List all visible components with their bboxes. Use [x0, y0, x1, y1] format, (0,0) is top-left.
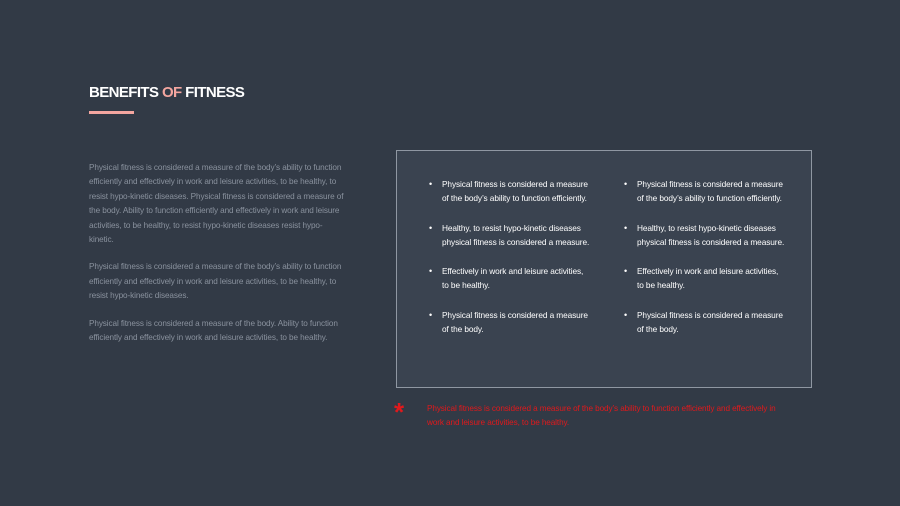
bullet-dot-icon: •	[429, 179, 433, 189]
bullet-dot-icon: •	[429, 309, 433, 320]
bullet-text: Physical fitness is considered a measure of the body.	[637, 309, 783, 335]
bullet-item	[624, 221, 787, 250]
bullet-item	[624, 177, 787, 206]
bullet-text: Physical fitness is considered a measure of the body’s ability to function efficiently.	[637, 179, 783, 204]
bullet-text: Physical fitness is considered a measure of the body.	[442, 309, 588, 335]
title-accent: OF	[161, 84, 182, 101]
title-part1: BENEFITS	[89, 84, 162, 101]
bullet-column-left	[429, 177, 592, 351]
bullet-text: Healthy, to resist hypo-kinetic diseases physical fitness is considered a measure.	[442, 222, 590, 247]
bullet-item	[624, 264, 787, 293]
bullet-item	[429, 264, 592, 293]
asterisk-icon: *	[394, 397, 405, 427]
footnote: Physical fitness is considered a measure of the body’s ability to function efficiently and effectively in work and leisure activities, to be healthy.	[427, 404, 776, 428]
left-text-block	[89, 161, 344, 358]
bullet-item	[429, 308, 592, 337]
bullet-text: Physical fitness is considered a measure of the body’s ability to function efficiently.	[442, 179, 588, 204]
paragraph: Physical fitness is considered a measure of the body. Ability to function efficiently and effectively in work and leisure activities, to be healthy.	[89, 318, 338, 343]
bullet-dot-icon: •	[624, 179, 628, 189]
bullet-item	[429, 177, 592, 206]
paragraph: Physical fitness is considered a measure of the body’s ability to function efficiently and effectively in work and leisure activities, to be healthy, to resist hypo-kinetic diseases. Physical fitness is considered a measure of the body. Ability to function efficiently and effectively in work and leisure activities, to be healthy, to resist hypo-kinetic diseases resist hypo-kinetic.	[89, 163, 344, 245]
bullet-dot-icon: •	[624, 309, 628, 320]
bullet-dot-icon: •	[429, 222, 433, 233]
title-underline	[89, 111, 134, 114]
bullet-box	[396, 150, 812, 388]
bullet-item	[624, 308, 787, 337]
bullet-text: Healthy, to resist hypo-kinetic diseases physical fitness is considered a measure.	[637, 222, 785, 247]
page-title	[89, 84, 244, 101]
bullet-text: Effectively in work and leisure activities, to be healthy.	[442, 266, 584, 291]
bullet-dot-icon: •	[624, 266, 628, 277]
paragraph: Physical fitness is considered a measure of the body’s ability to function efficiently and effectively in work and leisure activities, to be healthy, to resist hypo-kinetic diseases.	[89, 262, 342, 301]
bullet-item	[429, 221, 592, 250]
bullet-dot-icon: •	[429, 266, 433, 277]
bullet-text: Effectively in work and leisure activities, to be healthy.	[637, 266, 779, 291]
bullet-dot-icon: •	[624, 222, 628, 233]
bullet-column-right	[624, 177, 787, 351]
title-part2: FITNESS	[181, 84, 245, 101]
